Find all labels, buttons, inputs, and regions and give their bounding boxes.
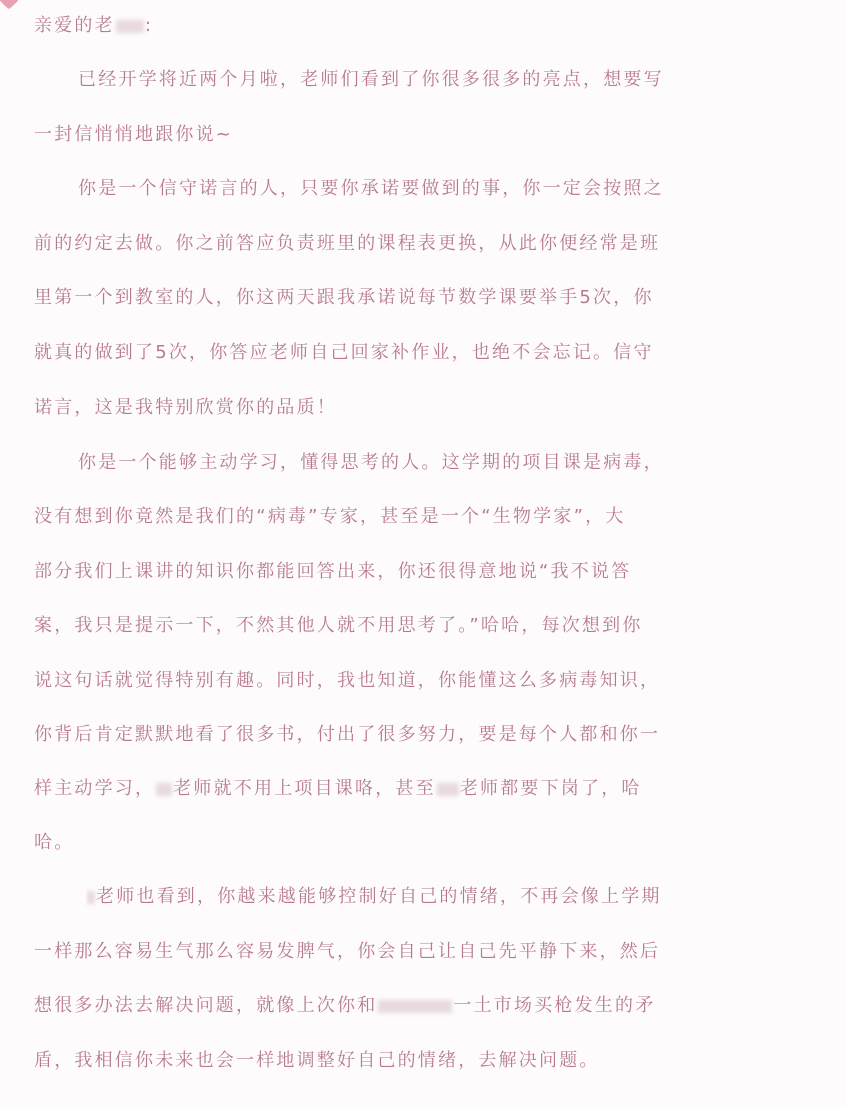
redacted-name <box>437 783 459 796</box>
line-text-a: 样主动学习， <box>34 778 156 799</box>
paragraph-2-line-2: 前的约定去做。你之前答应负责班里的课程表更换，从此你便经常是班 <box>34 233 661 254</box>
redacted-name <box>156 783 172 796</box>
redacted-name <box>116 20 144 33</box>
paragraph-3-line-6: 你背后肯定默默地看了很多书，付出了很多努力，要是每个人都和你一 <box>34 724 661 745</box>
redacted-name <box>87 891 95 904</box>
paragraph-3-line-5: 说这句话就觉得特别有趣。同时，我也知道，你能懂这么多病毒知识， <box>34 670 661 691</box>
paragraph-3-line-4: 案，我只是提示一下，不然其他人就不用思考了。”哈哈，每次想到你 <box>34 615 643 636</box>
paragraph-1-line-2: 一封信悄悄地跟你说~ <box>34 124 234 145</box>
letter-greeting-line <box>34 11 834 41</box>
line-text-c: 老师都要下岗了，哈 <box>459 778 642 799</box>
paragraph-2-line-3: 里第一个到教室的人，你这两天跟我承诺说每节数学课要举手5次，你 <box>34 287 654 308</box>
paragraph-3-line-7 <box>34 774 834 804</box>
paragraph-2-line-5: 诺言，这是我特别欣赏你的品质！ <box>34 397 337 418</box>
paragraph-3-line-3: 部分我们上课讲的知识你都能回答出来，你还很得意地说“我不说答 <box>34 561 632 582</box>
paragraph-2-line-4: 就真的做到了5次，你答应老师自己回家补作业，也绝不会忘记。信守 <box>34 342 654 363</box>
line-text-b: 老师就不用上项目课咯，甚至 <box>173 778 436 799</box>
paragraph-3-line-2: 没有想到你竟然是我们的“病毒”专家，甚至是一个“生物学家”，大 <box>34 506 626 527</box>
paragraph-4-line-4: 盾，我相信你未来也会一样地调整好自己的情绪，去解决问题。 <box>34 1050 600 1071</box>
paragraph-3-line-1: 你是一个能够主动学习，懂得思考的人。这学期的项目课是病毒， <box>78 452 664 473</box>
paragraph-1-line-1: 已经开学将近两个月啦，老师们看到了你很多很多的亮点，想要写 <box>78 69 664 90</box>
paragraph-4-line-1 <box>86 882 846 912</box>
redacted-name <box>378 1000 452 1013</box>
line-text-a: 想很多办法去解决问题，就像上次你和 <box>34 995 378 1016</box>
paragraph-4-line-3 <box>34 991 834 1021</box>
line-text: 老师也看到，你越来越能够控制好自己的情绪，不再会像上学期 <box>96 886 662 907</box>
paragraph-3-line-8: 哈。 <box>34 832 75 853</box>
paragraph-2-line-1: 你是一个信守诺言的人，只要你承诺要做到的事，你一定会按照之 <box>78 178 664 199</box>
greeting-text: 亲爱的老 <box>34 15 115 36</box>
line-text-b: 一土市场买枪发生的矛 <box>453 995 656 1016</box>
paragraph-4-line-2: 一样那么容易生气那么容易发脾气，你会自己让自己先平静下来，然后 <box>34 941 661 962</box>
greeting-colon: : <box>144 15 154 36</box>
